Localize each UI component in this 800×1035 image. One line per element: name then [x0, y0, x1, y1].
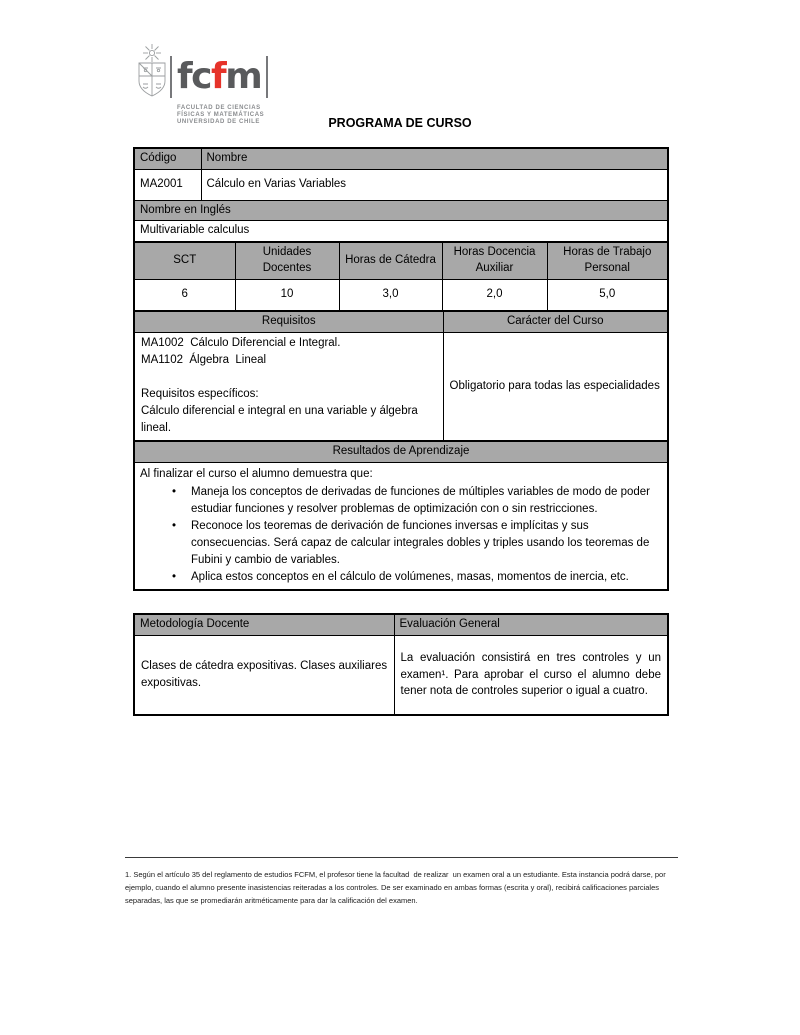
fcfm-wordmark — [170, 56, 268, 98]
horas-trabajo-personal-value-cell: 5,0 — [547, 279, 668, 311]
page-title: PROGRAMA DE CURSO — [328, 116, 472, 130]
requisitos-header-cell: Requisitos — [134, 311, 443, 332]
requisitos-caracter-table — [133, 310, 669, 442]
resultados-table — [133, 440, 669, 591]
metodologia-content-cell: Clases de cátedra expositivas. Clases auxiliares expositivas. — [134, 635, 394, 715]
unidades-docentes-header-cell: Unidades Docentes — [235, 242, 339, 280]
requisito-line: MA1002 Cálculo Diferencial e Integral. — [141, 337, 341, 350]
resultados-intro: Al finalizar el curso el alumno demuestra que: — [140, 468, 373, 481]
unidades-docentes-value-cell: 10 — [235, 279, 339, 311]
nombre-ingles-value-cell: Multivariable calculus — [134, 221, 668, 242]
resultados-header-cell: Resultados de Aprendizaje — [134, 441, 668, 462]
logo-caption-line: FACULTAD DE CIENCIAS — [177, 105, 261, 111]
sct-value-cell: 6 — [134, 279, 235, 311]
horas-catedra-value-cell: 3,0 — [339, 279, 442, 311]
requisito-line: Cálculo diferencial e integral en una variable y álgebra lineal. — [141, 405, 422, 435]
horas-trabajo-personal-header-cell: Horas de Trabajo Personal — [547, 242, 668, 280]
requisito-line: MA1102 Álgebra Lineal — [141, 354, 267, 367]
logo-caption-line: UNIVERSIDAD DE CHILE — [177, 119, 261, 125]
metodologia-header-cell: Metodología Docente — [134, 614, 394, 635]
evaluacion-content-cell: La evaluación consistirá en tres controles y un examen¹. Para aprobar el curso el alumno debe tener nota de controles superior o igual a cuatro. — [394, 635, 668, 715]
nombre-header-cell: Nombre — [201, 148, 668, 169]
codigo-value-cell: MA2001 — [134, 169, 201, 200]
nombre-value-cell: Cálculo en Varias Variables — [201, 169, 668, 200]
course-program-tables — [133, 147, 667, 591]
caracter-header-cell: Carácter del Curso — [443, 311, 668, 332]
horas-catedra-header-cell: Horas de Cátedra — [339, 242, 442, 280]
caracter-content-cell: Obligatorio para todas las especialidades — [443, 332, 668, 441]
nombre-ingles-header-cell: Nombre en Inglés — [134, 200, 668, 221]
metodologia-evaluacion-table — [133, 613, 669, 716]
university-crest-icon — [135, 43, 169, 99]
credits-hours-table — [133, 241, 669, 313]
resultado-bullet: • Aplica estos conceptos en el cálculo de volúmenes, masas, momentos de inercia, etc. — [191, 569, 654, 586]
wordmark-right-bar — [266, 56, 268, 98]
resultado-bullet: • Maneja los conceptos de derivadas de funciones de múltiples variables de modo de poder estudiar funciones y resolver problemas de optimización con o sin restricciones. — [191, 484, 654, 518]
resultados-bullet-list — [140, 484, 662, 586]
requisito-line — [141, 369, 437, 386]
resultados-content-cell — [134, 462, 668, 590]
resultado-bullet: • Reconoce los teoremas de derivación de funciones inversas e implícitas y sus consecuencias. Será capaz de calcular integrales dobles y triples usando los teoremas de Fubini y cambio de variables. — [191, 518, 654, 569]
requisitos-content-cell — [134, 332, 443, 441]
footnote-text: 1. Según el artículo 35 del reglamento de estudios FCFM, el profesor tiene la facultad de realizar un examen oral a un estudiante. Esta instancia podrá darse, por ejemplo, cuando el alumno presente inasistencias reiteradas a los controles. De ser examinado en ambas formas (escrita y oral), recibirá calificaciones parciales separadas, las que se promediarán aritméticamente para dar la calificación del examen. — [125, 870, 668, 905]
sct-header-cell: SCT — [134, 242, 235, 280]
wordmark-fc: fc — [177, 56, 212, 97]
evaluacion-header-cell: Evaluación General — [394, 614, 668, 635]
wordmark-m: m — [225, 56, 262, 97]
footnote-separator — [125, 857, 678, 858]
logo-caption-line: FÍSICAS Y MATEMÁTICAS — [177, 112, 265, 118]
wordmark-red-f: f — [211, 56, 226, 97]
horas-docencia-auxiliar-header-cell: Horas Docencia Auxiliar — [442, 242, 547, 280]
codigo-header-cell: Código — [134, 148, 201, 169]
requisito-line: Requisitos específicos: — [141, 388, 259, 401]
course-info-table — [133, 147, 669, 243]
horas-docencia-auxiliar-value-cell: 2,0 — [442, 279, 547, 311]
